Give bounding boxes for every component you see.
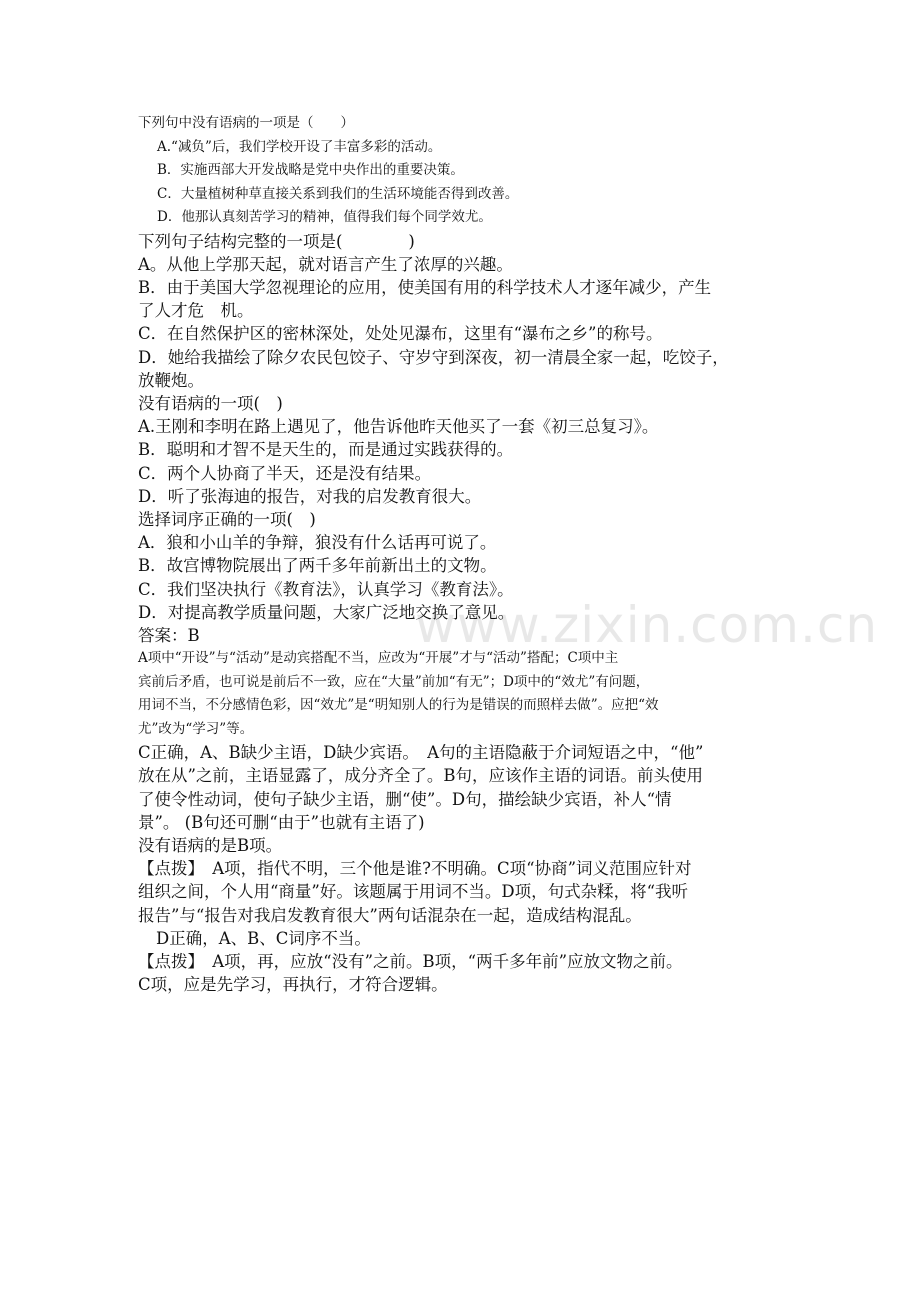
- option-d: D．她给我描绘了除夕农民包饺子、守岁守到深夜，初一清晨全家一起，吃饺子，: [138, 347, 729, 367]
- option-b: B．由于美国大学忽视理论的应用，使美国有用的科学技术人才逐年减少，产生: [138, 277, 712, 297]
- tip-line: C项，应是先学习，再执行，才符合逻辑。: [138, 975, 448, 995]
- option-b-continued: 了人才危 机。: [138, 301, 254, 321]
- option-c: C．大量植树种草直接关系到我们的生活环境能否得到改善。: [157, 185, 519, 202]
- watermark: www.zixin.com.cn: [415, 596, 879, 654]
- explanation-line: 宾前后矛盾，也可说是前后不一致，应在“大量”前加“有无”；D项中的“效尤”有问题，: [138, 673, 650, 690]
- answer-label: D正确，A、B、C词序不当。: [156, 928, 371, 948]
- option-b: B．故宫博物院展出了两千多年前新出土的文物。: [138, 556, 497, 576]
- tip-line: 【点拨】 A项，再，应放“没有”之前。B项，“两千多年前”应放文物之前。: [138, 951, 683, 971]
- answer-section: [138, 624, 788, 996]
- option-c: C．在自然保护区的密林深处，处处见瀑布，这里有“瀑布之乡”的称号。: [138, 324, 663, 344]
- question-stem: 选择词序正确的一项( ): [138, 509, 316, 529]
- option-a: A．狼和小山羊的争辩，狼没有什么话再可说了。: [138, 533, 497, 553]
- question-3: [138, 392, 788, 508]
- answer-label: 答案：B: [138, 625, 200, 645]
- option-c: C．两个人协商了半天，还是没有结果。: [138, 463, 432, 483]
- explanation-line: 了使令性动词，使句子缺少主语，删“使”。D句，描绘缺少宾语，补人“情: [138, 789, 672, 809]
- option-d-continued: 放鞭炮。: [138, 370, 204, 390]
- option-a: A。从他上学那天起，就对语言产生了浓厚的兴趣。: [138, 254, 513, 274]
- explanation-line: 尤”改为“学习”等。: [138, 720, 254, 737]
- option-d: D．听了张海迪的报告，对我的启发教育很大。: [138, 486, 482, 506]
- answer-label: 没有语病的是B项。: [138, 835, 283, 855]
- explanation-line: 用词不当，不分感情色彩，因“效尤”是“明知别人的行为是错误的而照样去做”。应把“效: [138, 697, 659, 714]
- question-stem: 下列句子结构完整的一项是( ): [138, 231, 415, 251]
- tip-line: 【点拨】 A项，指代不明，三个他是谁?不明确。C项“协商”词义范围应针对: [138, 859, 692, 879]
- option-c: C．我们坚决执行《教育法》，认真学习《教育法》。: [138, 579, 514, 599]
- document-body: [138, 112, 788, 996]
- option-b: B．实施西部大开发战略是党中央作出的重要决策。: [157, 162, 464, 178]
- question-2: [138, 230, 788, 392]
- explanation-line: A项中“开设”与“活动”是动宾搭配不当，应改为“开展”才与“活动”搭配；C项中主: [138, 650, 619, 667]
- tip-line: 组织之间，个人用“商量”好。该题属于用词不当。D项，句式杂糅，将“我听: [138, 882, 689, 902]
- option-a: A.王刚和李明在路上遇见了，他告诉他昨天他买了一套《初三总复习》。: [138, 417, 659, 437]
- explanation-line: C正确，A、B缺少主语，D缺少宾语。 A句的主语隐蔽于介词短语之中，“他”: [138, 743, 704, 763]
- question-1: [138, 112, 788, 230]
- tip-line: 报告”与“报告对我启发教育很大”两句话混杂在一起，造成结构混乱。: [138, 905, 642, 925]
- option-a: A.“减负”后，我们学校开设了丰富多彩的活动。: [157, 138, 442, 155]
- option-d: D．对提高教学质量问题，大家广泛地交换了意见。: [138, 602, 515, 622]
- explanation-line: 景”。 (B句还可删“由于”也就有主语了): [138, 812, 425, 832]
- question-stem: 下列句中没有语病的一项是（ ）: [138, 115, 354, 131]
- explanation-line: 放在从”之前，主语显露了，成分齐全了。B句，应该作主语的词语。前头使用: [138, 766, 704, 786]
- question-4: [138, 508, 788, 624]
- question-stem: 没有语病的一项( ): [138, 393, 283, 413]
- option-b: B．聪明和才智不是天生的，而是通过实践获得的。: [138, 440, 514, 460]
- option-d: D．他那认真刻苦学习的精神，值得我们每个同学效尤。: [157, 209, 492, 225]
